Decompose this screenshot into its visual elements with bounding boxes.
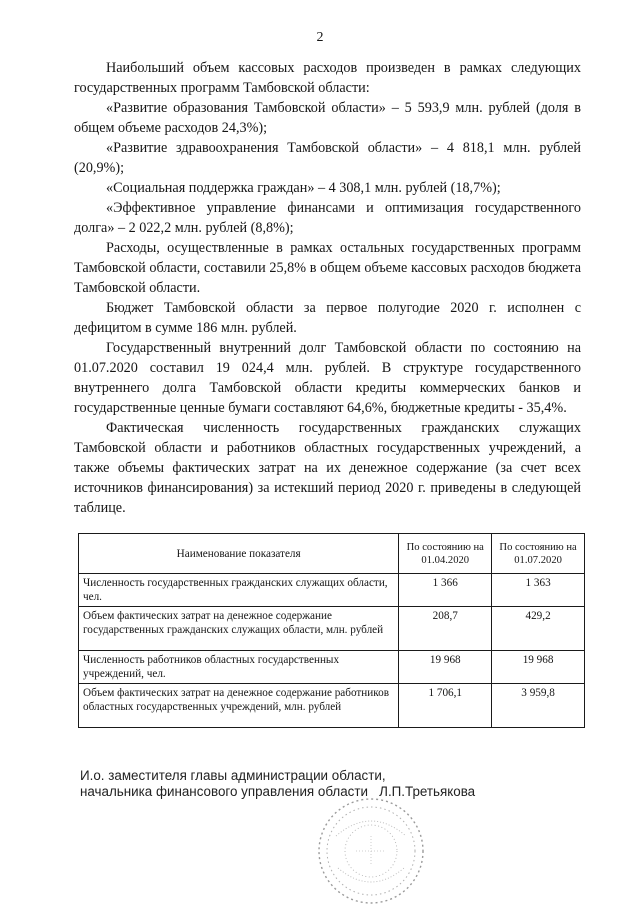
table-cell-label: Численность государственных гражданских служащих области, чел. (79, 574, 399, 607)
table-cell-label: Объем фактических затрат на денежное содержание государственных гражданских служащих области, млн. рублей (79, 607, 399, 651)
page-number: 2 (316, 30, 324, 45)
table-cell-value: 208,7 (399, 607, 492, 651)
table-cell-value: 3 959,8 (492, 684, 585, 728)
table-row (79, 607, 585, 651)
official-seal-stamp (316, 796, 426, 906)
paragraph: «Эффективное управление финансами и оптимизация государственного долга» – 2 022,2 млн. рублей (8,8%); (74, 200, 581, 236)
signature-position: начальника финансового управления области (80, 784, 368, 799)
table-header-cell: По состоянию на 01.07.2020 (492, 534, 585, 574)
paragraph: Наибольший объем кассовых расходов произведен в рамках следующих государственных программ Тамбовской области: (74, 60, 581, 96)
table-cell-value: 1 706,1 (399, 684, 492, 728)
paragraph: «Развитие здравоохранения Тамбовской области» – 4 818,1 млн. рублей (20,9%); (74, 140, 581, 176)
table-row (79, 684, 585, 728)
table-cell-label: Численность работников областных государственных учреждений, чел. (79, 651, 399, 684)
paragraph: Государственный внутренний долг Тамбовской области по состоянию на 01.07.2020 составил 19 024,4 млн. рублей. В структуре государственного внутреннего долга Тамбовской области кредиты коммерческих банков и государственные ценные бумаги составляют 64,6%, бюджетные кредиты - 35,4%. (74, 340, 581, 416)
table-cell-label: Объем фактических затрат на денежное содержание работников областных государственных учреждений, млн. рублей (79, 684, 399, 728)
table-header-cell: По состоянию на 01.04.2020 (399, 534, 492, 574)
paragraph: Фактическая численность государственных гражданских служащих Тамбовской области и работников областных государственных учреждений, а также объемы фактических затрат на их денежное содержание (за счет всех источников финансирования) за истекший период 2020 г. приведены в следующей таблице. (74, 420, 581, 516)
paragraph: «Социальная поддержка граждан» – 4 308,1 млн. рублей (18,7%); (106, 180, 501, 196)
table-row (79, 651, 585, 684)
table-cell-value: 1 363 (492, 574, 585, 607)
table-cell-value: 1 366 (399, 574, 492, 607)
paragraph: Бюджет Тамбовской области за первое полугодие 2020 г. исполнен с дефицитом в сумме 186 млн. рублей. (74, 300, 581, 336)
signature-title-line: И.о. заместителя главы администрации области, (80, 768, 386, 783)
paragraph: Расходы, осуществленные в рамках остальных государственных программ Тамбовской области, составили 25,8% в общем объеме кассовых расходов бюджета Тамбовской области. (74, 240, 581, 296)
document-body (74, 58, 581, 518)
signatory-name: Л.П.Третьякова (379, 784, 476, 799)
table-header-row (79, 534, 585, 574)
indicators-table (78, 533, 585, 728)
table-cell-value: 19 968 (399, 651, 492, 684)
table-cell-value: 19 968 (492, 651, 585, 684)
paragraph: «Развитие образования Тамбовской области» – 5 593,9 млн. рублей (доля в общем объеме расходов 24,3%); (74, 100, 581, 136)
table-cell-value: 429,2 (492, 607, 585, 651)
table-row (79, 574, 585, 607)
table-header-cell: Наименование показателя (79, 534, 399, 574)
